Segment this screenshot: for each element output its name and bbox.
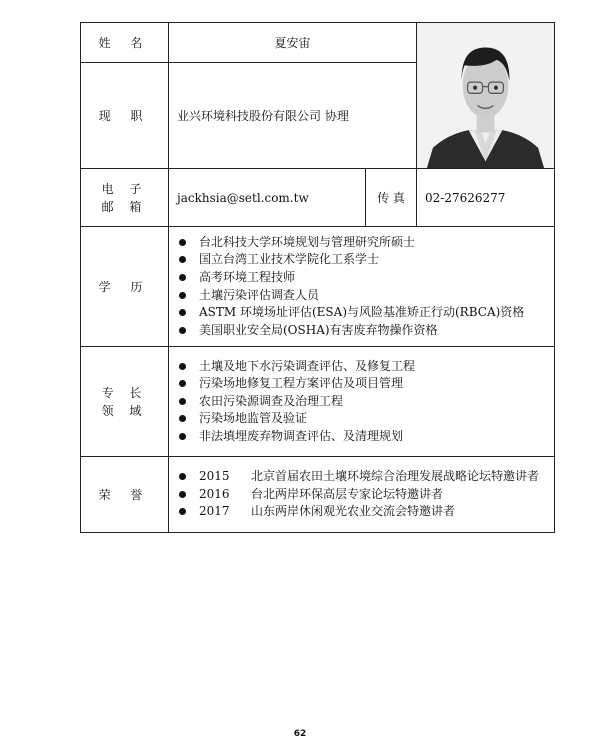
education-item: 土壤污染评估调查人员 <box>177 287 554 305</box>
education-item: 高考环境工程技师 <box>177 269 554 287</box>
education-list <box>169 230 554 344</box>
education-item: 美国职业安全局(OSHA)有害废弃物操作资格 <box>177 322 554 340</box>
email-label: 电 子 邮 箱 <box>81 169 169 227</box>
honor-year: 2016 <box>199 486 230 501</box>
portrait-photo <box>417 23 554 168</box>
photo-cell <box>417 23 555 169</box>
education-item: ASTM 环境场址评估(ESA)与风险基准矫正行动(RBCA)资格 <box>177 304 554 322</box>
expertise-list <box>169 354 554 450</box>
expertise-item: 污染场地监管及验证 <box>177 410 554 428</box>
honors-list <box>169 464 554 525</box>
expertise-cell <box>169 347 555 457</box>
name-value: 夏安宙 <box>169 23 417 63</box>
honor-text: 台北两岸环保高层专家论坛特邀讲者 <box>251 486 444 501</box>
honor-item <box>177 503 554 521</box>
expertise-item: 非法填埋废弃物调查评估、及清理规划 <box>177 428 554 446</box>
honors-label: 荣 誉 <box>81 457 169 533</box>
education-item: 台北科技大学环境规划与管理研究所硕士 <box>177 234 554 252</box>
fax-label: 传 真 <box>366 169 417 227</box>
expertise-item: 土壤及地下水污染调查评估、及修复工程 <box>177 358 554 376</box>
fax-value: 02-27626277 <box>417 169 555 227</box>
honors-cell <box>169 457 555 533</box>
position-label: 现 职 <box>81 63 169 169</box>
expertise-item: 污染场地修复工程方案评估及项目管理 <box>177 375 554 393</box>
position-value: 业兴环境科技股份有限公司 协理 <box>169 63 417 169</box>
honor-item <box>177 468 554 486</box>
education-label: 学 历 <box>81 227 169 347</box>
honor-text: 北京首届农田土壤环境综合治理发展战略论坛特邀讲者 <box>251 469 540 484</box>
email-value: jackhsia@setl.com.tw <box>169 169 366 227</box>
honor-year: 2015 <box>199 469 230 484</box>
honor-year: 2017 <box>199 504 230 519</box>
education-cell <box>169 227 555 347</box>
name-label: 姓 名 <box>81 23 169 63</box>
expertise-item: 农田污染源调查及治理工程 <box>177 393 554 411</box>
page-number: 62 <box>293 729 307 739</box>
honor-item <box>177 486 554 504</box>
education-item: 国立台湾工业技术学院化工系学士 <box>177 251 554 269</box>
resume-table <box>80 22 555 533</box>
expertise-label: 专 长 领 域 <box>81 347 169 457</box>
honor-text: 山东两岸休闲观光农业交流会特邀讲者 <box>251 504 456 519</box>
